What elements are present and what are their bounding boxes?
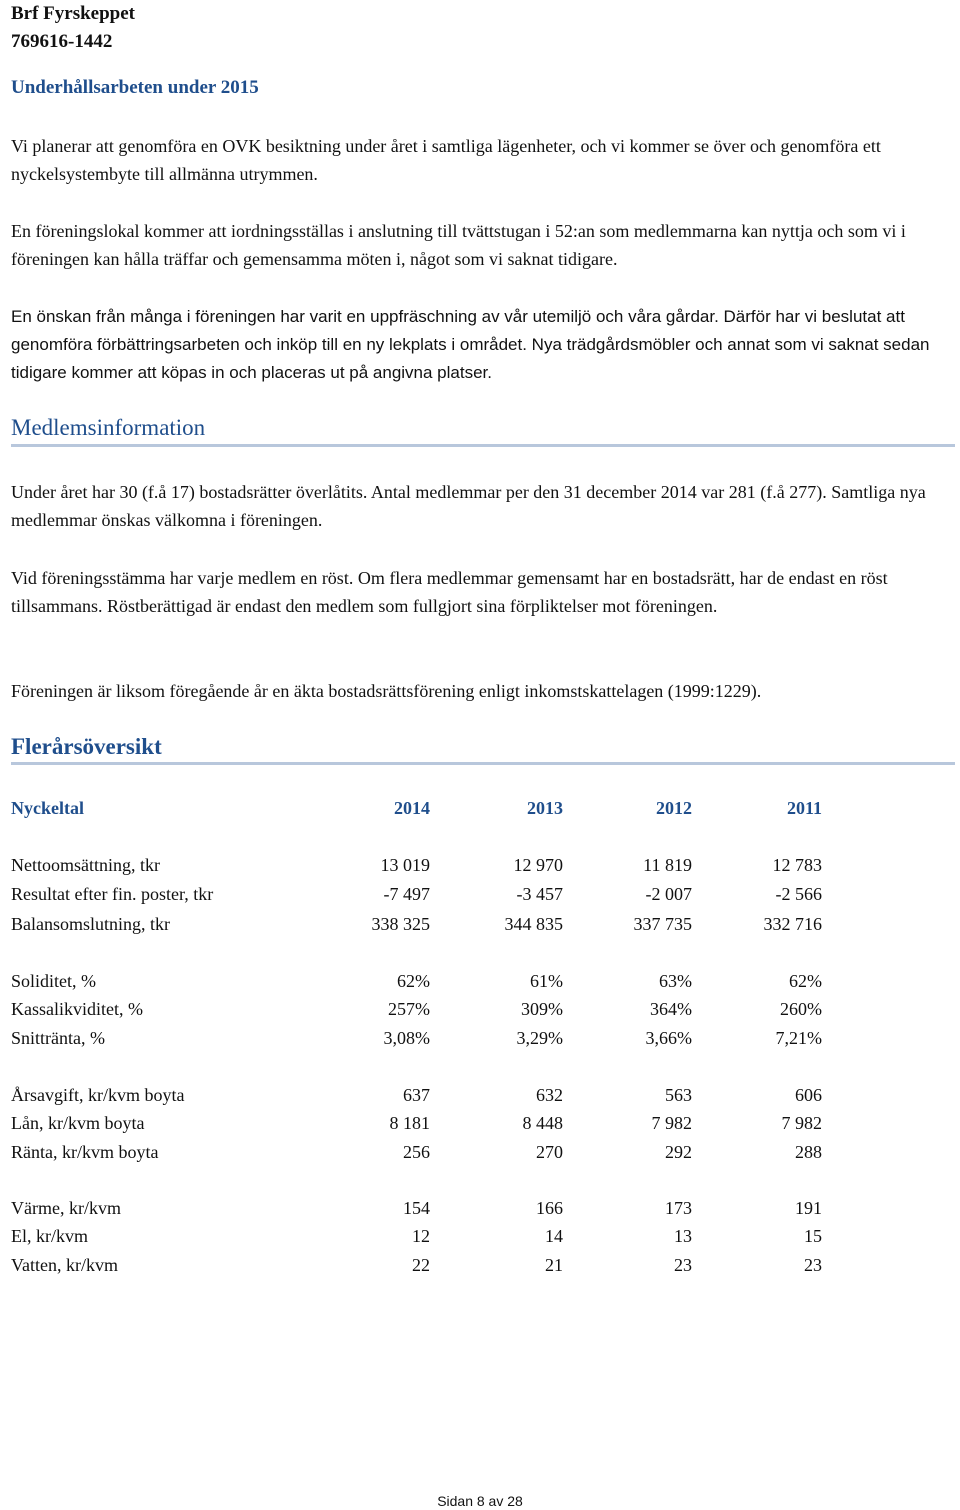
cell-2012: 13 — [674, 1226, 692, 1246]
cell-2013: 270 — [536, 1142, 563, 1162]
row-label: El, kr/kvm — [11, 1226, 88, 1246]
member-info-heading: Medlemsinformation — [11, 415, 206, 440]
cell-2011: -2 566 — [775, 884, 822, 904]
cell-2012: 292 — [665, 1142, 692, 1162]
row-label: Årsavgift, kr/kvm boyta — [11, 1085, 185, 1105]
row-label: Soliditet, % — [11, 971, 96, 991]
row-label: Ränta, kr/kvm boyta — [11, 1142, 159, 1162]
cell-2013: 12 970 — [513, 855, 563, 875]
cell-2014: 12 — [412, 1226, 430, 1246]
cell-2014: 257% — [388, 999, 430, 1019]
document-header — [11, 0, 135, 56]
cell-2014: 256 — [403, 1142, 430, 1162]
column-header-2013: 2013 — [527, 798, 563, 818]
overview-heading: Flerårsöversikt — [11, 734, 162, 759]
cell-2012: 23 — [674, 1255, 692, 1275]
maintenance-paragraph-3: En önskan från många i föreningen har varit en uppfräschning av vår utemiljö och våra gårdar. Därför har vi beslutat att genomföra förbättringsarbeten och inköp till en ny lekplats i området. Nya trädgårdsmöbler och annat som vi saknat sedan tidigare kommer att köpas in och placeras ut på angivna platser. — [11, 307, 930, 382]
cell-2012: 7 982 — [651, 1113, 692, 1133]
row-label: Kassalikviditet, % — [11, 999, 143, 1019]
table-row — [11, 910, 841, 938]
row-label: Vatten, kr/kvm — [11, 1255, 118, 1275]
cell-2013: 3,29% — [516, 1028, 563, 1048]
table-row — [11, 967, 841, 995]
cell-2012: 11 819 — [643, 855, 692, 875]
cell-2013: 166 — [536, 1198, 563, 1218]
cell-2013: 309% — [521, 999, 563, 1019]
cell-2012: -2 007 — [645, 884, 692, 904]
cell-2013: 8 448 — [522, 1113, 563, 1133]
cell-2014: -7 497 — [383, 884, 430, 904]
table-row — [11, 995, 841, 1023]
cell-2011: 62% — [789, 971, 822, 991]
table-header-row — [11, 794, 841, 822]
table-row — [11, 851, 841, 879]
cell-2012: 563 — [665, 1085, 692, 1105]
cell-2012: 3,66% — [645, 1028, 692, 1048]
cell-2013: 61% — [530, 971, 563, 991]
cell-2011: 7,21% — [775, 1028, 822, 1048]
table-row — [11, 1138, 841, 1166]
organization-name: Brf Fyrskeppet — [11, 3, 136, 24]
row-label: Nettoomsättning, tkr — [11, 855, 160, 875]
cell-2014: 338 325 — [371, 914, 430, 934]
member-info-paragraph-3: Föreningen är liksom föregående år en äkta bostadsrättsförening enligt inkomstskattelagen (1999:1229). — [11, 681, 762, 701]
cell-2011: 606 — [795, 1085, 822, 1105]
page-number: Sidan 8 av 28 — [437, 1493, 523, 1509]
cell-2011: 7 982 — [781, 1113, 822, 1133]
member-info-paragraph-2: Vid föreningsstämma har varje medlem en röst. Om flera medlemmar gemensamt har en bostadsrätt, har de endast en röst tillsammans. Röstberättigad är endast den medlem som fullgjort sina förpliktelser mot föreningen. — [11, 568, 888, 616]
maintenance-heading: Underhållsarbeten under 2015 — [11, 77, 259, 98]
cell-2014: 13 019 — [380, 855, 430, 875]
organization-number: 769616-1442 — [11, 31, 113, 52]
column-header-nyckeltal: Nyckeltal — [11, 798, 84, 818]
member-info-divider — [11, 444, 955, 447]
row-label: Lån, kr/kvm boyta — [11, 1113, 145, 1133]
row-label: Snittränta, % — [11, 1028, 105, 1048]
cell-2014: 3,08% — [383, 1028, 430, 1048]
cell-2012: 63% — [659, 971, 692, 991]
cell-2013: -3 457 — [516, 884, 563, 904]
cell-2013: 632 — [536, 1085, 563, 1105]
cell-2012: 337 735 — [633, 914, 692, 934]
cell-2011: 191 — [795, 1198, 822, 1218]
column-header-2014: 2014 — [394, 798, 430, 818]
cell-2012: 173 — [665, 1198, 692, 1218]
maintenance-paragraph-2: En föreningslokal kommer att iordningsställas i anslutning till tvättstugan i 52:an som medlemmarna kan nyttja och som vi i föreningen kan hålla träffar och gemensamma möten i, något som vi saknat tidigare. — [11, 221, 906, 269]
overview-divider — [11, 762, 955, 765]
table-row — [11, 1222, 841, 1250]
cell-2011: 288 — [795, 1142, 822, 1162]
cell-2012: 364% — [650, 999, 692, 1019]
row-label: Värme, kr/kvm — [11, 1198, 121, 1218]
row-label: Resultat efter fin. poster, tkr — [11, 884, 214, 904]
cell-2011: 23 — [804, 1255, 822, 1275]
maintenance-paragraph-1: Vi planerar att genomföra en OVK besiktning under året i samtliga lägenheter, och vi kommer se över och genomföra ett nyckelsystembyte till allmänna utrymmen. — [11, 136, 881, 184]
cell-2013: 14 — [545, 1226, 563, 1246]
row-label: Balansomslutning, tkr — [11, 914, 170, 934]
table-row — [11, 1109, 841, 1137]
cell-2011: 260% — [780, 999, 822, 1019]
cell-2011: 332 716 — [763, 914, 822, 934]
column-header-2012: 2012 — [656, 798, 692, 818]
cell-2011: 15 — [804, 1226, 822, 1246]
cell-2011: 12 783 — [772, 855, 822, 875]
table-row — [11, 880, 841, 908]
cell-2014: 8 181 — [389, 1113, 430, 1133]
cell-2014: 22 — [412, 1255, 430, 1275]
cell-2013: 21 — [545, 1255, 563, 1275]
table-row — [11, 1024, 841, 1052]
cell-2013: 344 835 — [504, 914, 563, 934]
cell-2014: 637 — [403, 1085, 430, 1105]
table-row — [11, 1251, 841, 1279]
cell-2014: 62% — [397, 971, 430, 991]
member-info-paragraph-1: Under året har 30 (f.å 17) bostadsrätter överlåtits. Antal medlemmar per den 31 december 2014 var 281 (f.å 277). Samtliga nya medlemmar önskas välkomna i föreningen. — [11, 482, 926, 530]
table-row — [11, 1081, 841, 1109]
column-header-2011: 2011 — [786, 798, 822, 818]
cell-2014: 154 — [403, 1198, 430, 1218]
table-row — [11, 1194, 841, 1222]
